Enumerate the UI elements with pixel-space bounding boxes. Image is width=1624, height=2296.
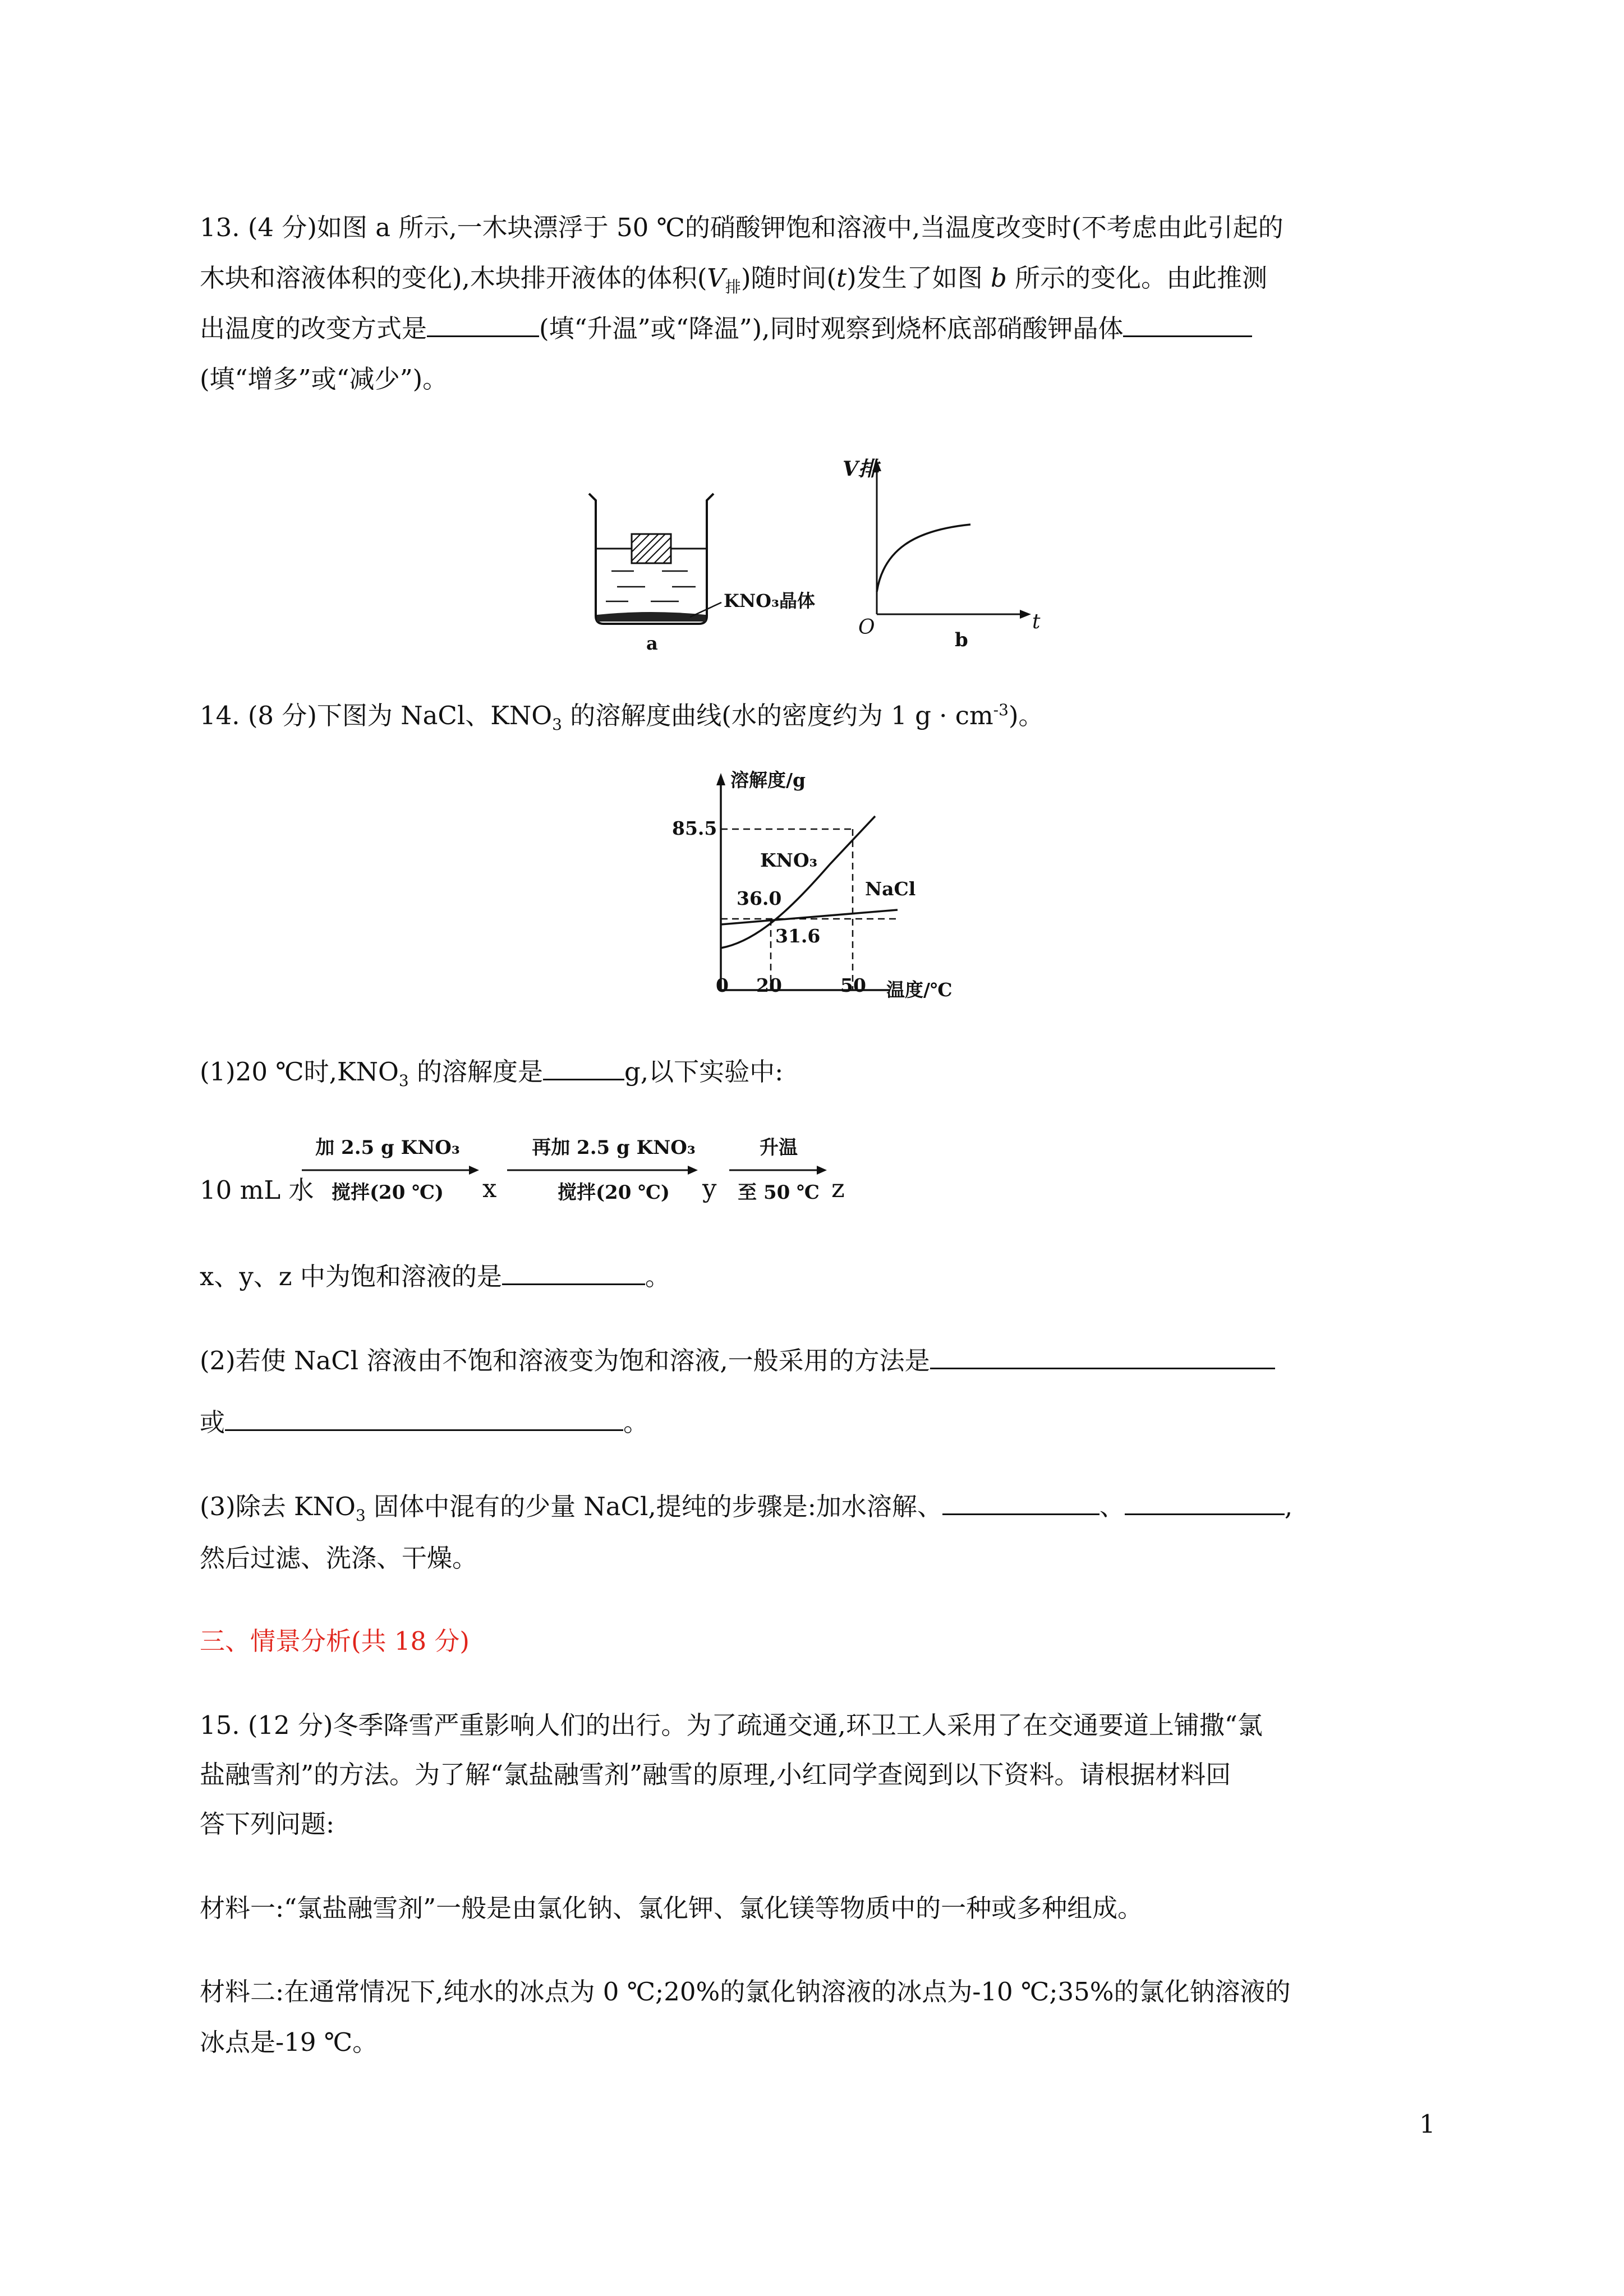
var-b: b (991, 263, 1007, 293)
flow-x: x (482, 1174, 497, 1203)
figure-b-graph (830, 449, 1066, 662)
q14-sub3-a: (3)除去 KNO (200, 1492, 356, 1521)
q13-line-2-text-c: )发生了如图 (846, 263, 991, 293)
q14-xyz-b: 。 (645, 1262, 670, 1291)
q14-intro (200, 684, 1439, 751)
figure-b-caption: b (955, 629, 968, 651)
q13-blank-2[interactable] (1123, 313, 1252, 337)
q15-material-2-line-2: 冰点是-19 ℃。 (200, 2027, 378, 2057)
figure-a-caption: a (646, 633, 658, 654)
q14-blank-6[interactable] (1125, 1491, 1285, 1515)
q14-sub3-b: 固体中混有的少量 NaCl,提纯的步骤是:加水溶解、 (365, 1492, 942, 1521)
q14-blank-2[interactable] (502, 1261, 645, 1285)
arrow3-top: 升温 (760, 1137, 798, 1159)
figure-a-beaker (578, 482, 847, 662)
chart-y-arrow (716, 773, 725, 785)
q14-xyz-line (200, 1251, 1439, 1303)
q15-material-1: 材料一:“氯盐融雪剂”一般是由氯化钠、氯化钾、氯化镁等物质中的一种或多种组成。 (200, 1893, 1143, 1923)
origin-label: O (858, 616, 875, 639)
flow-y: y (702, 1174, 717, 1203)
tick-0: 0 (716, 974, 729, 996)
q14-sub3-sub: 3 (355, 1506, 366, 1525)
q14-xyz-a: x、y、z 中为饱和溶液的是 (200, 1262, 502, 1291)
kno3-label: KNO₃ (760, 849, 818, 871)
ylabel-v: V排 (843, 457, 878, 481)
q14-sub3-d: , (1284, 1492, 1293, 1521)
arrow2-head (688, 1166, 698, 1175)
arrow3-bottom: 至 50 ℃ (738, 1181, 820, 1204)
q14-intro-sub: 3 (552, 715, 562, 734)
crystal-label: KNO₃晶体 (724, 590, 815, 611)
q13-blank-1[interactable] (427, 313, 539, 337)
q14-sub2-c: 。 (623, 1407, 649, 1437)
q13-line-1: 13. (4 分)如图 a 所示,一木块漂浮于 50 ℃的硝酸钾饱和溶液中,当温度改变时(不考虑由此引起的 (200, 213, 1283, 242)
tick-50: 50 (840, 974, 866, 996)
q15-line-2: 盐融雪剂”的方法。为了解“氯盐融雪剂”融雪的原理,小红同学查阅到以下资料。请根据材料回 (200, 1760, 1231, 1789)
arrow2-bottom: 搅拌(20 ℃) (557, 1181, 670, 1204)
q14-sub2-a: (2)若使 NaCl 溶液由不饱和溶液变为饱和溶液,一般采用的方法是 (200, 1346, 930, 1375)
tick-85-5: 85.5 (672, 817, 717, 839)
tick-20: 20 (756, 974, 782, 996)
tick-31-6: 31.6 (775, 925, 821, 947)
q14-blank-1[interactable] (543, 1056, 624, 1080)
q13-line-3-text-b: (填“升温”或“降温”),同时观察到烧杯底部硝酸钾晶体 (539, 314, 1124, 343)
section-3-title: 三、情景分析(共 18 分) (200, 1626, 470, 1656)
flow-start: 10 mL 水 (200, 1175, 314, 1205)
nacl-curve (721, 910, 898, 924)
page-number: 1 (1419, 2109, 1436, 2139)
liquid-dashes (606, 571, 696, 601)
flow-arrows (200, 1128, 929, 1212)
sub-pai: 排 (725, 278, 741, 296)
tick-36-0: 36.0 (737, 887, 782, 909)
chart-ylabel: 溶解度/g (730, 769, 806, 791)
q15-line-3: 答下列问题: (200, 1809, 335, 1839)
q14-intro-a: 14. (8 分)下图为 NaCl、KNO (200, 701, 553, 730)
q14-sub2-b: 或 (200, 1407, 226, 1437)
q14-sub1-sub: 3 (398, 1071, 409, 1090)
arrow1-bottom: 搅拌(20 ℃) (331, 1181, 444, 1204)
q14-intro-sup: -3 (993, 701, 1009, 719)
arrow1-top: 加 2.5 g KNO₃ (315, 1137, 460, 1159)
arrow1-head (469, 1166, 479, 1175)
q14-blank-3[interactable] (930, 1345, 1275, 1369)
q13-line-2-text-b: )随时间( (740, 263, 837, 293)
xlabel-t: t (1032, 610, 1041, 633)
q14-blank-4[interactable] (225, 1407, 623, 1431)
solubility-chart (662, 763, 976, 1015)
q14-sub2 (200, 1335, 1439, 1387)
arrow2-top: 再加 2.5 g KNO₃ (532, 1137, 696, 1159)
q13-line-3-text-a: 出温度的改变方式是 (200, 314, 427, 343)
q14-sub1-b: 的溶解度是 (408, 1057, 543, 1087)
q15-material-2-line-1: 材料二:在通常情况下,纯水的冰点为 0 ℃;20%的氯化钠溶液的冰点为-10 ℃;35%的氯化钠溶液的 (200, 1977, 1291, 2007)
q14-sub1-c: g,以下实验中: (624, 1057, 784, 1087)
q14-sub2-line2 (200, 1397, 1439, 1448)
q13-line-2-text-a: 木块和溶液体积的变化),木块排开液体的体积( (200, 263, 707, 293)
q13-line-2-text-d: 所示的变化。由此推测 (1006, 263, 1268, 293)
q13-line-4: (填“增多”或“减少”)。 (200, 364, 448, 394)
arrow3-head (817, 1166, 827, 1175)
x-axis-arrow (1020, 610, 1031, 619)
q14-intro-b: 的溶解度曲线(水的密度约为 1 g · cm (562, 701, 993, 730)
q14-sub1 (200, 1046, 1439, 1107)
var-t: t (836, 263, 847, 293)
chart-xlabel: 温度/℃ (886, 979, 953, 1001)
q14-blank-5[interactable] (942, 1491, 1099, 1515)
flow-z: z (831, 1174, 845, 1203)
q13-line-3 (200, 303, 1439, 355)
q14-sub3-line2: 然后过滤、洗涤、干燥。 (200, 1543, 478, 1573)
q14-sub1-a: (1)20 ℃时,KNO (200, 1057, 399, 1087)
var-v: V (707, 263, 725, 293)
nacl-label: NaCl (865, 878, 916, 900)
v-curve (877, 524, 970, 592)
experiment-flow (200, 1128, 929, 1212)
q14-sub3-c: 、 (1099, 1492, 1125, 1521)
q15-line-1: 15. (12 分)冬季降雪严重影响人们的出行。为了疏通交通,环卫工人采用了在交通要道上铺撒“氯 (200, 1710, 1263, 1740)
q14-intro-c: )。 (1008, 701, 1044, 730)
crystal-deposit (597, 612, 706, 622)
